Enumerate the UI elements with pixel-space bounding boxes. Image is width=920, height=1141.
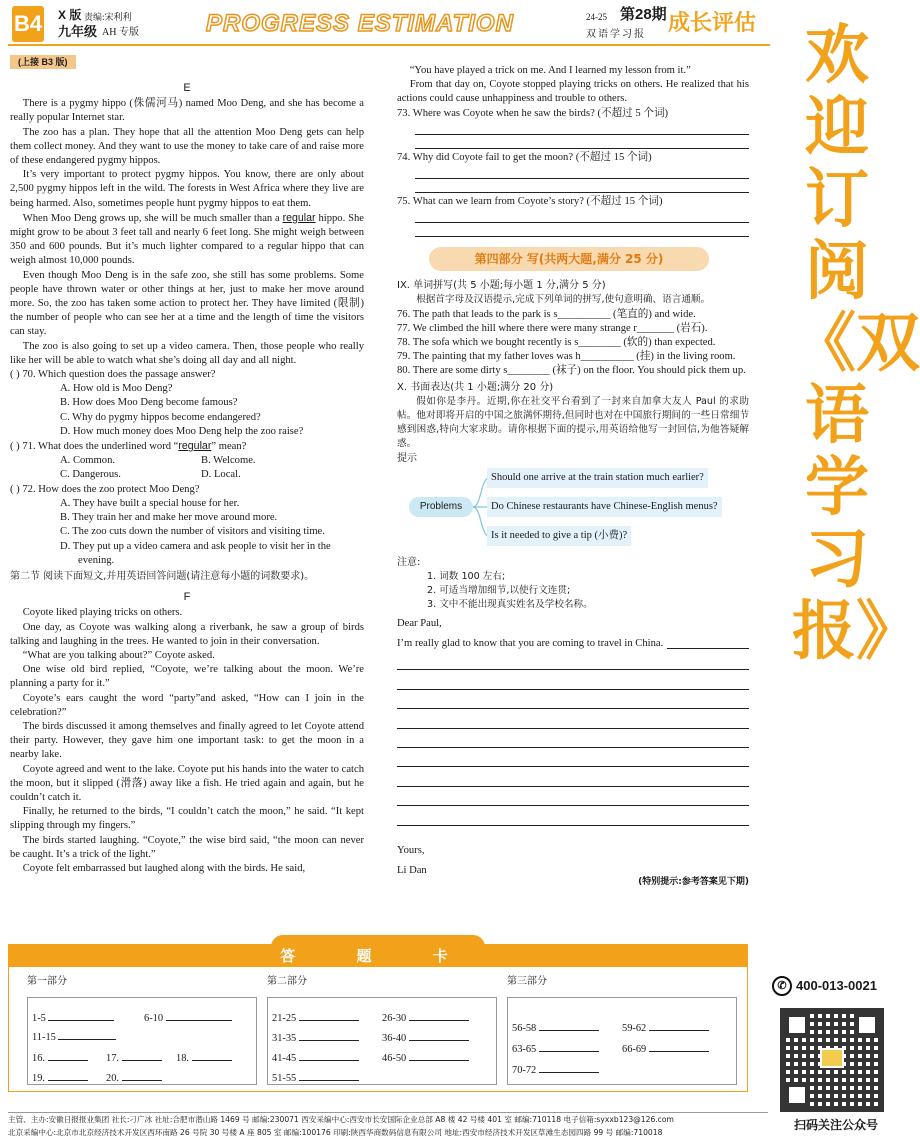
question-stem: 75. What can we learn from Coyote’s story? (不超过 15 个词) xyxy=(397,196,663,208)
slot-label: 18. xyxy=(176,1053,189,1064)
answer-slot[interactable] xyxy=(382,1010,469,1026)
writing-line[interactable] xyxy=(397,709,749,728)
slot-label: 66-69 xyxy=(622,1044,647,1055)
section-2-instruction: 第二节 阅读下面短文,并用英语回答问题(请注意每小题的词数要求)。 xyxy=(10,570,315,582)
option: C. The zoo cuts down the number of visitors and visiting time. xyxy=(60,526,325,538)
writing-line[interactable] xyxy=(397,690,749,709)
header-rule xyxy=(8,44,770,46)
underlined-word: regular xyxy=(282,211,316,224)
answer-line[interactable] xyxy=(415,223,749,237)
answer-slot[interactable] xyxy=(382,1030,469,1046)
answer-line[interactable] xyxy=(415,121,749,135)
subscribe-slogan: 欢迎订阅《双语学习报》 xyxy=(792,19,920,669)
option-row xyxy=(10,454,364,468)
question-stem xyxy=(10,439,364,454)
paragraph xyxy=(10,211,364,269)
slot-label: 11-15 xyxy=(32,1032,56,1043)
answer-card xyxy=(8,944,748,1092)
paragraph: From that day on, Coyote stopped playing tricks on others. He realized that his actions could cause unhappiness and trouble to others. xyxy=(397,79,749,105)
spelling-item: 77. We climbed the hill where there were many strange r_______ (岩石). xyxy=(397,322,708,334)
option: D. How much money does Moo Deng help the zoo raise? xyxy=(60,425,304,437)
paragraph-text: hippo. She might grow to be about 3 feet tall and nearly 6 feet long. She might weigh between 350 and 600 pounds. But it’s much lighter compared to a regular hippo that can weigh almost 10,000 pounds. xyxy=(10,212,364,267)
phone-line xyxy=(772,976,900,996)
stem-text: ( ) 71. What does the underlined word “ xyxy=(10,441,179,453)
slot-label: 26-30 xyxy=(382,1013,407,1024)
sidebar xyxy=(772,0,920,1141)
part-label: 第二部分 xyxy=(267,976,307,987)
question-75 xyxy=(397,195,749,237)
option: B. How does Moo Deng become famous? xyxy=(60,397,238,409)
part-label: 第一部分 xyxy=(27,976,67,987)
letter-first-line xyxy=(397,637,749,651)
section-x-title: X. 书面表达(共 1 小题;满分 20 分) xyxy=(397,381,554,393)
issue-number: 第28期 xyxy=(620,6,667,23)
mind-map-leaf: Is it needed to give a tip (小费)? xyxy=(487,526,631,546)
answer-slot[interactable] xyxy=(622,1020,709,1036)
phone-number: 400-013-0021 xyxy=(796,978,877,993)
slot-label: 20. xyxy=(106,1073,119,1084)
writing-line[interactable] xyxy=(397,729,749,748)
qr-finder-icon xyxy=(854,1012,880,1038)
option: D. Local. xyxy=(201,469,241,481)
mind-map-leaf: Do Chinese restaurants have Chinese-English menus? xyxy=(487,497,722,517)
paragraph: Coyote agreed and went to the lake. Coyote put his hands into the water to catch the moon, but it slipped (滑落) away like a fish. He tried again and again, but he couldn’t catch it. xyxy=(10,763,364,803)
edition: X 版 xyxy=(58,8,82,22)
question-72 xyxy=(10,483,364,568)
grade: 九年级 xyxy=(58,24,98,39)
qr-logo-icon xyxy=(820,1048,844,1068)
part-1-box xyxy=(27,997,257,1085)
answer-line[interactable] xyxy=(415,209,749,223)
paragraph: The birds started laughing. “Coyote,” the wise bird said, “the moon can never be caught. It’s a trick of the light.” xyxy=(10,834,364,860)
slot-label: 51-55 xyxy=(272,1073,297,1084)
writing-line[interactable] xyxy=(397,806,749,825)
left-column xyxy=(10,55,364,876)
option: A. Common. xyxy=(60,455,116,467)
footer-line: 主管、主办:安徽日报报业集团 社长:刁广冰 社址:合肥市潜山路 1469 号 邮编:230071 西安采编中心:西安市长安国际企业总部 A8 楼 42 号楼 401 室 邮编:710118 电子信箱:syxxb123@126.com xyxy=(8,1115,674,1124)
writing-line[interactable] xyxy=(397,651,749,670)
slot-label: 1-5 xyxy=(32,1013,46,1024)
paper-name: 双语学习报 xyxy=(586,29,646,40)
footer-line: 北京采编中心:北京市北京经济技术开发区西环南路 26 号院 30 号楼 A 座 805 室 邮编:100176 印刷:陕西华商数码信息有限公司 地址:西安市经济技术开发区草滩生态园四路 99 号 邮编:710018 xyxy=(8,1128,663,1137)
question-70 xyxy=(10,368,364,439)
slot-label: 31-35 xyxy=(272,1033,297,1044)
page-title: PROGRESS ESTIMATION xyxy=(206,10,514,37)
option: A. How old is Moo Deng? xyxy=(60,383,173,395)
answer-slot[interactable] xyxy=(272,1050,359,1066)
signature: Li Dan xyxy=(397,864,427,876)
paragraph: Coyote’s ears caught the word “party”and asked, “How can I join in the celebration?” xyxy=(10,692,364,718)
paragraph: Finally, he returned to the birds, “I couldn’t catch the moon,” he said. “It kept slipping through my fingers.” xyxy=(10,806,364,832)
right-column xyxy=(397,64,749,888)
slot-label: 21-25 xyxy=(272,1013,297,1024)
note-label: 注意: xyxy=(397,556,421,568)
section-ix-title: IX. 单词拼写(共 5 小题;每小题 1 分,满分 5 分) xyxy=(397,280,606,292)
answer-slot[interactable] xyxy=(512,1062,599,1078)
spelling-item: 79. The painting that my father loves was h__________ (挂) in the living room. xyxy=(397,351,736,363)
writing-line[interactable] xyxy=(397,787,749,806)
option: D. They put up a video camera and ask people to visit her in the evening. xyxy=(60,540,331,566)
passage-e-heading: E xyxy=(183,82,191,94)
special-note: (特别提示:参考答案见下期) xyxy=(638,877,749,887)
part-2-box xyxy=(267,997,497,1085)
section-x-instruction: 假如你是李丹。近期,你在社交平台看到了一封来自加拿大友人 Paul 的求助帖。他对即将开启的中国之旅满怀期待,但同时也对在中国旅行期间的一些日常细节感到困惑,特向大家求助。请你根据下面的提示,用英语给他写一封回信,为他答疑解惑。 xyxy=(397,395,749,450)
paragraph: There is a pygmy hippo (侏儒河马) named Moo Deng, and she has become a really popular Internet star. xyxy=(10,98,364,124)
question-stem: ( ) 72. How does the zoo protect Moo Deng? xyxy=(10,483,200,495)
question-71 xyxy=(10,439,364,483)
writing-line[interactable] xyxy=(397,748,749,767)
answer-line[interactable] xyxy=(415,179,749,193)
qr-code[interactable] xyxy=(780,1008,884,1112)
continued-tag: (上接 B3 版) xyxy=(10,55,76,69)
answer-slot[interactable] xyxy=(32,1050,88,1066)
answer-slot[interactable] xyxy=(622,1041,709,1057)
section-ix-instruction: 根据首字母及汉语提示,完成下列单词的拼写,使句意明确、语言通顺。 xyxy=(416,294,711,306)
answer-slot[interactable] xyxy=(512,1020,599,1036)
stem-word: regular xyxy=(178,440,212,453)
writing-line[interactable] xyxy=(397,670,749,689)
answer-slot[interactable] xyxy=(512,1041,599,1057)
option: C. Dangerous. xyxy=(60,469,121,481)
slot-label: 6-10 xyxy=(144,1013,164,1024)
mind-map xyxy=(397,468,749,552)
slot-label: 19. xyxy=(32,1073,45,1084)
qr-finder-icon xyxy=(784,1082,810,1108)
question-73 xyxy=(397,107,749,149)
answer-slot[interactable] xyxy=(272,1030,359,1046)
part-4-banner: 第四部分 写(共两大题,满分 25 分) xyxy=(429,247,709,271)
qr-caption: 扫码关注公众号 xyxy=(793,1118,878,1132)
mind-map-leaf: Should one arrive at the train station much earlier? xyxy=(487,468,708,488)
slot-label: 36-40 xyxy=(382,1033,407,1044)
paragraph: The birds discussed it among themselves and finally agreed to let Coyote attend their party. However, they gave him one important task: to get the moon in a nearby lake. xyxy=(10,720,364,761)
part-3-box xyxy=(507,997,737,1085)
answer-slot[interactable] xyxy=(272,1010,359,1026)
year: 24-25 xyxy=(586,12,607,22)
answer-slot[interactable] xyxy=(106,1050,162,1066)
note-item: 1. 词数 100 左右; xyxy=(427,571,506,583)
hint-label: 提示 xyxy=(397,452,417,464)
page-header xyxy=(8,4,770,46)
letter-text: I’m really glad to know that you are coming to travel in China. xyxy=(397,637,664,649)
spelling-item: 76. The path that leads to the park is s__________ (笔直的) and wide. xyxy=(397,308,696,320)
answer-slot[interactable] xyxy=(272,1070,359,1086)
answer-slot[interactable] xyxy=(176,1050,232,1066)
paragraph: Even though Moo Deng is in the safe zoo, she still has some problems. Some people have thrown water or other things at her, just to make her move around more. So, the zoo has taken some action to protect her. They have limited (限制) the number of people who can see her at a time and the length of time the visitors can stay. xyxy=(10,269,364,338)
question-74 xyxy=(397,151,749,193)
brand-logo: 成长评估 xyxy=(668,10,757,35)
page-code: B4 xyxy=(12,6,44,42)
qr-finder-icon xyxy=(784,1012,810,1038)
slot-label: 17. xyxy=(106,1053,119,1064)
paragraph: One wise old bird replied, “Coyote, we’re talking about the moon. We’re planning a party for it.” xyxy=(10,664,364,690)
answer-slot[interactable] xyxy=(106,1070,162,1086)
option: C. Why do pygmy hippos become endangered? xyxy=(60,411,261,423)
answer-slot[interactable] xyxy=(144,1010,232,1026)
note-item: 2. 可适当增加细节,以使行文连贯; xyxy=(427,585,571,597)
paragraph: The zoo is also going to set up a video camera. Then, those people who really like her will be able to watch what she’s doing all day and all night. xyxy=(10,340,364,366)
writing-line[interactable] xyxy=(397,767,749,786)
answer-slot[interactable] xyxy=(32,1029,116,1045)
paragraph: Coyote liked playing tricks on others. xyxy=(22,607,183,619)
paragraph: Coyote felt embarrassed but laughed along with the birds. He said, xyxy=(22,862,306,874)
mind-map-root: Problems xyxy=(409,497,473,517)
paragraph: It’s very important to protect pygmy hippos. You know, there are only about 2,500 pygmy hippos left in the wild. The forests in West Africa where they live are being harmed. Also, sometimes people hunt pygmy hippos to eat them. xyxy=(10,169,364,209)
question-stem: 74. Why did Coyote fail to get the moon? (不超过 15 个词) xyxy=(397,151,652,163)
paragraph-text: When Moo Deng grows up, she will be much smaller than a xyxy=(22,212,280,224)
closing: Yours, xyxy=(397,844,425,856)
passage-f-heading: F xyxy=(183,591,191,604)
question-stem: ( ) 70. Which question does the passage answer? xyxy=(10,369,216,381)
part-label: 第三部分 xyxy=(507,976,547,987)
answer-line[interactable] xyxy=(415,165,749,179)
writing-area[interactable] xyxy=(397,651,749,826)
answer-slot[interactable] xyxy=(32,1070,88,1086)
paragraph: The zoo has a plan. They hope that all the attention Moo Deng gets can help them collect money. And they want to use the money to take care of and raise more of these endangered pygmy hippos. xyxy=(10,126,364,167)
editor: 责编:宋利利 xyxy=(84,12,132,22)
paragraph: One day, as Coyote was walking along a riverbank, he saw a group of birds talking and laughing in the trees. He wanted to join in their conversation. xyxy=(10,621,364,647)
note-item: 3. 文中不能出现真实姓名及学校名称。 xyxy=(427,599,593,611)
spelling-item: 80. There are some dirty s________ (袜子) on the floor. You should pick them up. xyxy=(397,365,746,377)
sub-edition: AH 专版 xyxy=(102,27,139,38)
slot-label: 59-62 xyxy=(622,1023,647,1034)
phone-icon: ✆ xyxy=(772,976,792,996)
slot-label: 63-65 xyxy=(512,1044,537,1055)
paragraph: “What are you talking about?” Coyote asked. xyxy=(22,649,215,661)
stem-text: ” mean? xyxy=(211,441,247,453)
spelling-item: 78. The sofa which we bought recently is s________ (软的) than expected. xyxy=(397,337,716,349)
option: B. Welcome. xyxy=(201,455,256,467)
answer-line[interactable] xyxy=(667,637,749,649)
answer-line[interactable] xyxy=(415,135,749,149)
slot-label: 70-72 xyxy=(512,1065,537,1076)
slot-label: 16. xyxy=(32,1053,45,1064)
slot-label: 41-45 xyxy=(272,1053,297,1064)
paragraph: “You have played a trick on me. And I learned my lesson from it.” xyxy=(409,65,691,76)
answer-slot[interactable] xyxy=(32,1010,114,1026)
answer-card-title: 答 题 卡 xyxy=(9,945,747,967)
salutation: Dear Paul, xyxy=(397,617,442,629)
question-stem: 73. Where was Coyote when he saw the birds? (不超过 5 个词) xyxy=(397,107,669,119)
slot-label: 46-50 xyxy=(382,1053,407,1064)
option-row xyxy=(10,468,364,482)
answer-slot[interactable] xyxy=(382,1050,469,1066)
option: B. They train her and make her move around more. xyxy=(60,512,278,524)
option: A. They have built a special house for her. xyxy=(60,497,240,509)
slot-label: 56-58 xyxy=(512,1023,537,1034)
page-footer xyxy=(8,1112,768,1139)
